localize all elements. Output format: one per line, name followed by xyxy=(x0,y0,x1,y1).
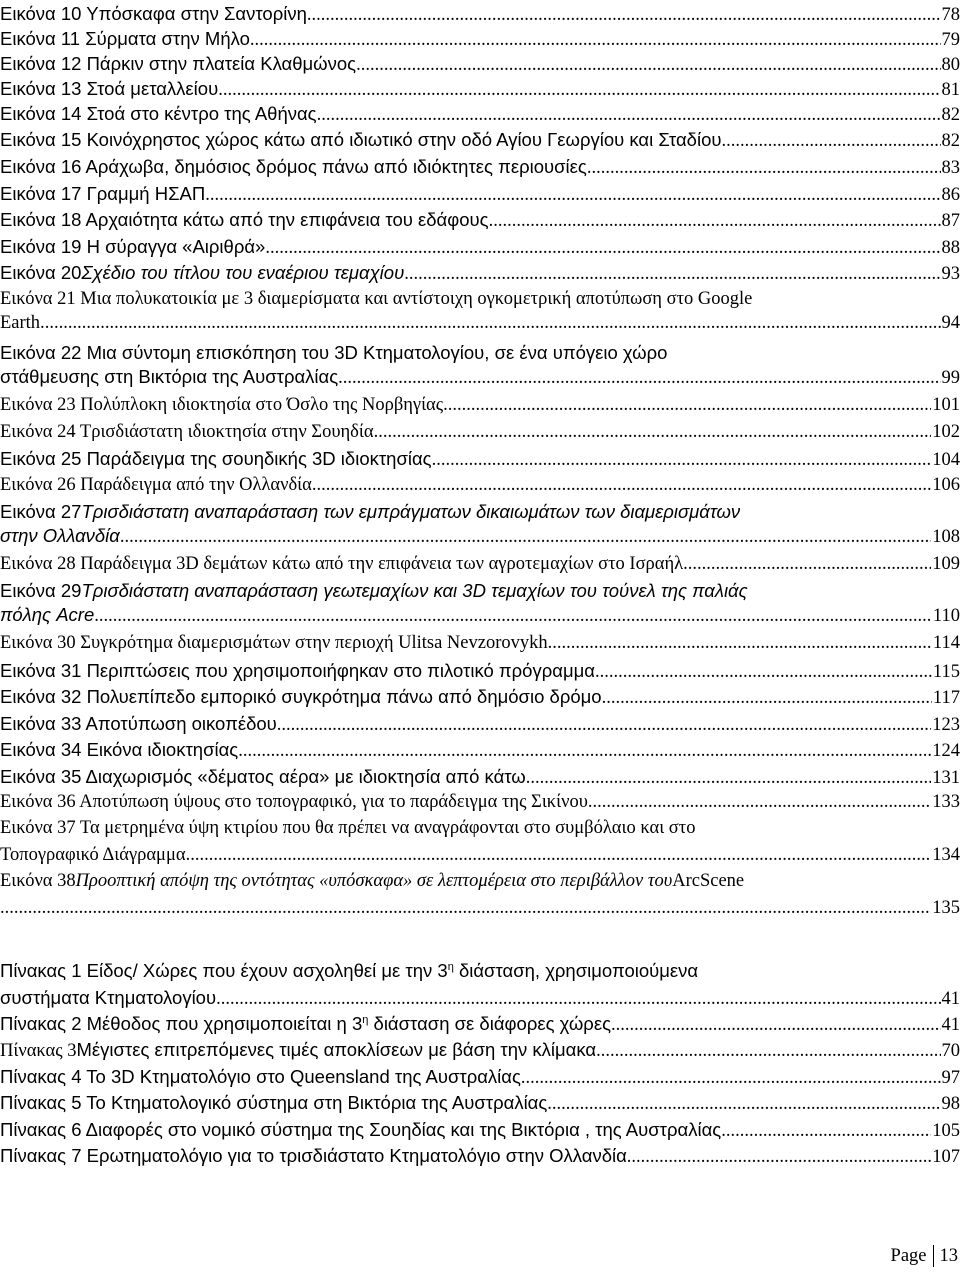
page-number: 101 xyxy=(932,395,960,415)
entry-title: Εικόνα 10 Υπόσκαφα στην Σαντορίνη xyxy=(0,3,307,24)
dot-leader xyxy=(317,104,941,126)
page-number: 104 xyxy=(932,450,960,470)
dot-leader xyxy=(548,632,932,656)
dot-leader xyxy=(265,237,940,259)
dot-leader xyxy=(683,553,931,577)
entry-title: Εικόνα 11 Σύρματα στην Μήλο xyxy=(0,28,250,49)
dot-leader xyxy=(277,714,931,736)
entry-prefix: Εικόνα 27 xyxy=(0,501,82,522)
entry-title: Εικόνα 16 Αράχωβα, δημόσιος δρόμος πάνω από ιδιόκτητες περιουσίες xyxy=(0,156,587,177)
entry-title-line2: Τοπογραφικό Διάγραμμα xyxy=(0,844,186,865)
entry-title xyxy=(0,1012,611,1036)
entry-title: Εικόνα 13 Στοά μεταλλείου xyxy=(0,78,219,99)
entry-title-line2: στην Ολλανδία xyxy=(0,524,120,546)
dot-leader xyxy=(238,740,931,762)
page-number: 70 xyxy=(941,1041,960,1061)
entry-title: Εικόνα 19 Η σύραγγα «Αιριθρά» xyxy=(0,236,266,257)
footer-page-number: 13 xyxy=(939,1245,958,1266)
table-entry-6[interactable] xyxy=(0,1118,960,1142)
entry-title: Εικόνα 23 Πολύπλοκη ιδιοκτησία στο Όσλο της Νορβηγίας xyxy=(0,395,444,415)
page-number: 110 xyxy=(932,605,960,626)
dot-leader xyxy=(547,1093,940,1115)
page-number: 115 xyxy=(932,662,960,682)
dot-leader xyxy=(45,312,941,336)
page-number: 123 xyxy=(932,715,960,735)
table-entry-5[interactable] xyxy=(0,1091,960,1115)
dot-leader xyxy=(374,421,932,445)
page-number: 78 xyxy=(941,5,960,25)
dot-leader xyxy=(521,1067,941,1089)
dot-leader xyxy=(250,29,941,51)
page-number: 97 xyxy=(941,1068,960,1088)
figure-entry-19[interactable] xyxy=(0,235,960,259)
entry-title-line1: Τρισδιάστατη αναπαράσταση των εμπράγματων δικαιωμάτων των διαμερισμάτων xyxy=(81,501,741,522)
figure-entry-31[interactable] xyxy=(0,659,960,683)
figure-entry-25[interactable] xyxy=(0,447,960,471)
entry-title: Πίνακας 5 Το Κτηματολογικό σύστημα στη Βικτόρια της Αυστραλίας xyxy=(0,1092,548,1113)
dot-leader xyxy=(356,54,940,76)
figure-entry-28[interactable] xyxy=(0,553,960,577)
dot-leader xyxy=(312,474,931,498)
entry-title: Εικόνα 32 Πολυεπίπεδο εμπορικό συγκρότημα πάνω από δημόσιο δρόμο xyxy=(0,686,602,707)
entry-title: Προοπτική απόψη της οντότητας «υπόσκαφα» σε λεπτομέρεια στο περιβάλλον του xyxy=(75,871,673,891)
figure-entry-29[interactable] xyxy=(0,579,960,626)
entry-title: Εικόνα 33 Αποτύπωση οικοπέδου xyxy=(0,713,277,734)
dot-leader xyxy=(218,79,940,101)
table-entry-2[interactable] xyxy=(0,1012,960,1036)
page-number: 105 xyxy=(932,1121,960,1141)
dot-leader xyxy=(721,1120,931,1142)
entry-title-line2: συστήματα Κτηματολογίου xyxy=(0,986,217,1008)
figure-entry-26[interactable] xyxy=(0,474,960,498)
page-number: 131 xyxy=(932,768,960,788)
entry-prefix: Πίνακας 3 xyxy=(0,1041,77,1061)
figure-entry-27[interactable] xyxy=(0,500,960,547)
dot-leader xyxy=(721,130,940,152)
entry-prefix: Εικόνα 29 xyxy=(0,580,82,601)
entry-text: διάσταση, χρησιμοποιούμενα xyxy=(453,960,699,981)
page-number: 87 xyxy=(941,211,960,231)
page-number: 134 xyxy=(932,844,960,865)
entry-title: Μέγιστες επιτρεπόμενες τιμές αποκλίσεων με βάση την κλίμακα xyxy=(76,1039,597,1060)
dot-leader xyxy=(588,791,931,815)
figure-entry-20[interactable] xyxy=(0,261,960,285)
figure-entry-32[interactable] xyxy=(0,685,960,709)
entry-title: Εικόνα 15 Κοινόχρηστος χώρος κάτω από ιδιωτικό στην οδό Αγίου Γεωργίου και Σταδίου xyxy=(0,129,722,150)
figure-entry-38[interactable] xyxy=(0,870,960,920)
entry-title-line1: Εικόνα 37 Τα μετρημένα ύψη κτιρίου που θα πρέπει να αναγράφονται στο συμβόλαιο και στο xyxy=(0,818,696,838)
dot-leader xyxy=(205,184,940,206)
entry-title: Εικόνα 28 Παράδειγμα 3D δεμάτων κάτω από την επιφάνεια των αγροτεμαχίων στο Ισραήλ xyxy=(0,554,684,574)
dot-leader xyxy=(602,687,932,709)
entry-title: Εικόνα 26 Παράδειγμα από την Ολλανδία xyxy=(0,475,312,495)
dot-leader xyxy=(596,1040,940,1062)
dot-leader xyxy=(526,767,931,789)
entry-text: Πίνακας 2 Μέθοδος που χρησιμοποιείται η 3 xyxy=(0,1013,363,1034)
figure-entry-11[interactable] xyxy=(0,27,960,51)
entry-suffix: ArcScene xyxy=(672,871,745,891)
dot-leader xyxy=(120,526,931,548)
dot-leader xyxy=(489,210,941,232)
page-number: 82 xyxy=(941,131,960,151)
entry-title: Εικόνα 14 Στοά στο κέντρο της Αθήνας xyxy=(0,103,317,124)
entry-text: διάσταση σε διάφορες χώρες xyxy=(368,1013,611,1034)
figure-entry-14[interactable] xyxy=(0,102,960,126)
figure-entry-13[interactable] xyxy=(0,77,960,101)
page-label: Page xyxy=(890,1245,927,1266)
page-number: 86 xyxy=(941,185,960,205)
page-number: 108 xyxy=(932,526,960,547)
entry-title: Εικόνα 36 Αποτύπωση ύψους στο τοπογραφικό, για το παράδειγμα της Σικίνου xyxy=(0,792,588,812)
dot-leader xyxy=(595,661,932,683)
figure-entry-15[interactable] xyxy=(0,128,960,152)
page-number: 41 xyxy=(941,1015,960,1035)
figure-entry-16[interactable] xyxy=(0,155,960,179)
entry-title: Εικόνα 25 Παράδειγμα της σουηδικής 3D ιδιοκτησίας xyxy=(0,448,432,469)
entry-title: Σχέδιο του τίτλου του εναέριου τεμαχίου xyxy=(81,262,405,283)
dot-leader xyxy=(216,988,940,1010)
page-number: 98 xyxy=(941,1094,960,1114)
figure-entry-10[interactable] xyxy=(0,2,960,26)
dot-leader xyxy=(587,157,941,179)
dot-leader xyxy=(432,449,932,471)
page-number: 80 xyxy=(941,55,960,75)
page-number: 88 xyxy=(941,238,960,258)
entry-title: Εικόνα 34 Εικόνα ιδιοκτησίας xyxy=(0,739,239,760)
table-entry-4[interactable] xyxy=(0,1065,960,1089)
dot-leader xyxy=(611,1014,941,1036)
entry-title: Εικόνα 30 Συγκρότημα διαμερισμάτων στην περιοχή Ulitsa Nevzorovykh xyxy=(0,633,548,653)
entry-prefix: Εικόνα 20 xyxy=(0,262,82,283)
table-entry-3[interactable] xyxy=(0,1038,960,1062)
figure-entry-24[interactable] xyxy=(0,421,960,445)
entry-title: Εικόνα 35 Διαχωρισμός «δέματος αέρα» με ιδιοκτησία από κάτω xyxy=(0,766,526,787)
page-number: 135 xyxy=(932,897,960,918)
dot-leader xyxy=(404,263,940,285)
entry-title-line1: Εικόνα 22 Μια σύντομη επισκόπηση του 3D Κτηματολογίου, σε ένα υπόγειο χώρο xyxy=(0,342,668,363)
page-number: 93 xyxy=(941,264,960,284)
dot-leader xyxy=(186,844,932,868)
figure-entry-17[interactable] xyxy=(0,182,960,206)
page-number: 82 xyxy=(941,105,960,125)
entry-title: Πίνακας 4 Το 3D Κτηματολόγιο στο Queensland της Αυστραλίας xyxy=(0,1066,521,1087)
entry-title: Εικόνα 31 Περιπτώσεις που χρησιμοποιήφηκαν στο πιλοτικό πρόγραμμα xyxy=(0,660,595,681)
entry-title: Εικόνα 17 Γραμμή ΗΣΑΠ xyxy=(0,183,206,204)
page-footer xyxy=(891,1244,958,1268)
figure-entry-33[interactable] xyxy=(0,712,960,736)
table-entry-1[interactable] xyxy=(0,959,960,1009)
figure-entry-36[interactable] xyxy=(0,791,960,815)
page-number: 102 xyxy=(932,422,960,442)
dot-leader xyxy=(627,1146,931,1168)
page-number: 106 xyxy=(932,475,960,495)
figure-entry-34[interactable] xyxy=(0,738,960,762)
footer-divider xyxy=(933,1245,934,1267)
figure-entry-37[interactable] xyxy=(0,817,960,867)
table-entry-7[interactable] xyxy=(0,1144,960,1168)
dot-leader xyxy=(0,897,931,921)
page-number: 79 xyxy=(941,30,960,50)
page-number: 107 xyxy=(932,1147,960,1167)
figure-entry-30[interactable] xyxy=(0,632,960,656)
superscript: η xyxy=(447,961,454,973)
figure-entry-35[interactable] xyxy=(0,765,960,789)
figure-entry-22[interactable] xyxy=(0,341,960,388)
entry-title: Πίνακας 6 Διαφορές στο νομικό σύστημα της Σουηδίας και της Βικτόρια , της Αυστραλίας xyxy=(0,1119,722,1140)
dot-leader xyxy=(94,605,932,627)
page-number: 99 xyxy=(941,367,960,388)
page-number: 117 xyxy=(932,688,960,708)
dot-leader xyxy=(443,394,931,418)
entry-title: Εικόνα 12 Πάρκιν στην πλατεία Κλαθμώνος xyxy=(0,53,357,74)
page-number: 83 xyxy=(941,158,960,178)
figure-entry-18[interactable] xyxy=(0,208,960,232)
figure-entry-23[interactable] xyxy=(0,394,960,418)
superscript: η xyxy=(362,1014,369,1026)
page-number: 41 xyxy=(941,988,960,1009)
entry-title-line1 xyxy=(0,959,698,983)
page-number: 109 xyxy=(932,554,960,574)
figure-entry-12[interactable] xyxy=(0,52,960,76)
page-number: 94 xyxy=(941,312,960,333)
dot-leader xyxy=(307,4,941,26)
entry-title-line2: Earth. xyxy=(0,312,45,333)
entry-title-line2: πόλης Acre xyxy=(0,603,95,625)
page-number: 114 xyxy=(932,633,960,653)
entry-prefix: Εικόνα 38 xyxy=(0,871,76,891)
entry-text: Πίνακας 1 Είδος/ Χώρες που έχουν ασχοληθεί με την 3 xyxy=(0,960,448,981)
entry-title: Πίνακας 7 Ερωτηματολόγιο για το τρισδιάστατο Κτηματολόγιο στην Ολλανδία xyxy=(0,1145,627,1166)
entry-title-line1: Τρισδιάστατη αναπαράσταση γεωτεμαχίων και 3D τεμαχίων του τούνελ της παλιάς xyxy=(81,580,748,601)
figure-entry-21[interactable] xyxy=(0,288,960,335)
entry-title-line1: Εικόνα 21 Μια πολυκατοικία με 3 διαμερίσματα και αντίστοιχη ογκομετρική αποτύπωση στο Google xyxy=(0,289,753,309)
page-number: 81 xyxy=(941,80,960,100)
entry-title-line2: στάθμευσης στη Βικτόρια της Αυστραλίας xyxy=(0,365,339,387)
dot-leader xyxy=(338,367,940,389)
entry-title: Εικόνα 24 Τρισδιάστατη ιδιοκτησία στην Σουηδία xyxy=(0,422,374,442)
entry-title: Εικόνα 18 Αρχαιότητα κάτω από την επιφάνεια του εδάφους xyxy=(0,209,489,230)
page-number: 124 xyxy=(932,741,960,761)
page-number: 133 xyxy=(932,792,960,812)
